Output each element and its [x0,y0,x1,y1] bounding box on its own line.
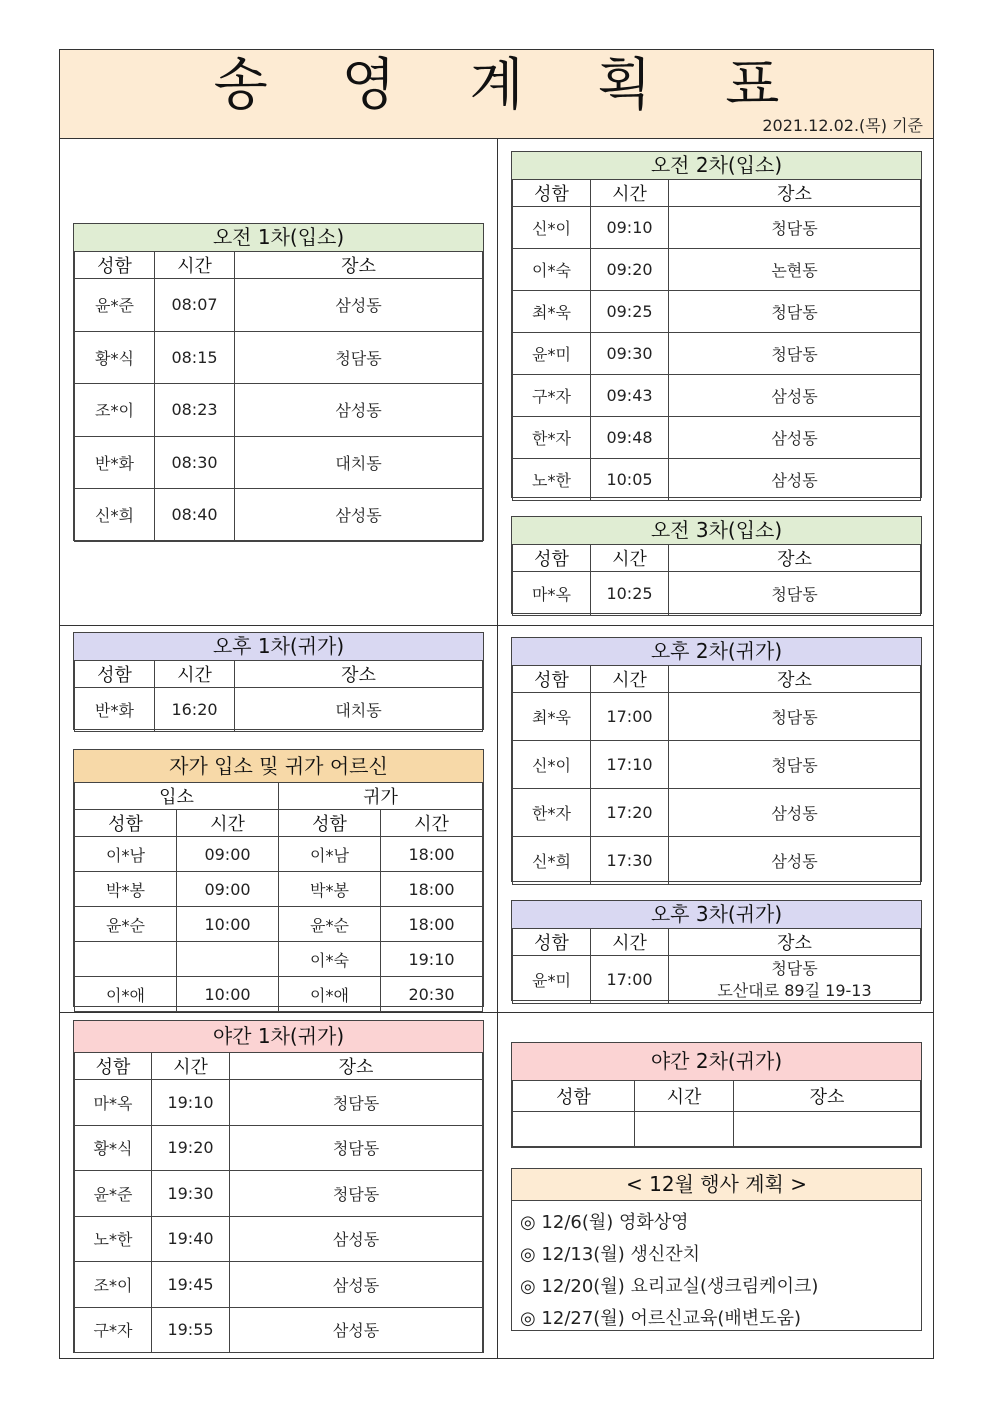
pm1-box [73,632,484,730]
table-row [75,1080,483,1126]
name-cell: 노*한 [75,1216,152,1262]
name-cell: 구*자 [513,375,591,417]
out-name-cell: 박*봉 [279,872,381,907]
name-cell: 신*이 [513,207,591,249]
time-cell: 09:10 [591,207,669,249]
name-cell: 신*희 [513,837,591,885]
in-time-cell: 10:00 [177,907,279,942]
time-cell: 09:30 [591,333,669,375]
place-cell: 청담동 [669,572,921,616]
out-name-cell: 이*숙 [279,942,381,977]
place-cell: 대치동 [235,436,483,489]
place-cell: 삼성동 [235,489,483,542]
header-name: 성함 [513,1081,635,1112]
place-cell: 대치동 [235,688,483,732]
place-cell: 삼성동 [669,789,921,837]
out-time-cell: 20:30 [381,977,483,1012]
table-row [513,956,921,1004]
night2-title: 야간 2차(귀가) [512,1043,921,1081]
place-cell: 삼성동 [669,837,921,885]
time-cell: 19:45 [152,1262,230,1308]
in-time-cell [177,942,279,977]
place-cell: 청담동 [669,693,921,741]
am3-box [511,516,922,614]
place-cell: 청담동 [230,1125,483,1171]
name-cell: 노*한 [513,459,591,501]
header-place: 장소 [669,180,921,207]
event-item: ◎ 12/6(월) 영화상영 [520,1212,689,1233]
place-cell: 삼성동 [235,384,483,437]
name-cell: 한*자 [513,789,591,837]
name-cell: 신*이 [513,741,591,789]
center-divider [497,138,498,1358]
header-out: 귀가 [279,783,483,810]
row-divider-2 [60,1012,933,1013]
header-time: 시간 [635,1081,734,1112]
name-cell: 최*욱 [513,693,591,741]
events-list [520,1207,818,1335]
place-cell: 청담동 [669,741,921,789]
table-row [75,1171,483,1217]
time-cell: 10:25 [591,572,669,616]
empty-cell [734,1112,921,1147]
header-time: 시간 [155,252,235,279]
am3-title: 오전 3차(입소) [512,517,921,545]
table-row [75,1216,483,1262]
place-cell: 논현동 [669,249,921,291]
header-name: 성함 [75,252,155,279]
address-line: 도산대로 89길 19-13 [717,980,872,1000]
place-cell: 삼성동 [230,1216,483,1262]
place-cell: 삼성동 [235,279,483,332]
name-cell: 신*희 [75,489,155,542]
night2-box [511,1042,922,1148]
place-line: 청담동 [771,958,818,978]
place-cell: 삼성동 [230,1262,483,1308]
name-cell: 이*숙 [513,249,591,291]
header-name: 성함 [513,545,591,572]
header-time: 시간 [591,929,669,956]
time-cell: 09:48 [591,417,669,459]
place-cell: 청담동 [669,207,921,249]
pm3-box [511,900,922,1001]
place-cell: 삼성동 [230,1307,483,1353]
night1-box [73,1020,484,1353]
header-time: 시간 [591,666,669,693]
am2-title: 오전 2차(입소) [512,152,921,180]
header-place: 장소 [669,929,921,956]
table-row [75,837,483,872]
empty-cell [635,1112,734,1147]
events-box [511,1168,922,1331]
schedule-page [59,49,934,1359]
time-cell: 17:30 [591,837,669,885]
place-cell: 청담동 [230,1080,483,1126]
am3-table [512,544,921,616]
out-time-cell: 18:00 [381,907,483,942]
time-cell: 09:25 [591,291,669,333]
events-title: < 12월 행사 계획 > [512,1169,921,1201]
table-row [513,249,921,291]
in-time-cell: 10:00 [177,977,279,1012]
header-name: 성함 [513,666,591,693]
name-cell: 구*자 [75,1307,152,1353]
name-cell: 윤*준 [75,1171,152,1217]
time-cell: 19:20 [152,1125,230,1171]
table-row [75,1125,483,1171]
name-cell: 한*자 [513,417,591,459]
header-place: 장소 [235,661,483,688]
place-cell: 청담동 [669,333,921,375]
header-name: 성함 [75,661,155,688]
header-name: 성함 [513,929,591,956]
row-divider-1 [60,625,933,626]
name-cell: 윤*미 [513,956,591,1004]
table-row [75,1262,483,1308]
time-cell: 09:43 [591,375,669,417]
table-row [75,907,483,942]
name-cell: 최*욱 [513,291,591,333]
place-cell: 청담동 [235,331,483,384]
event-item: ◎ 12/13(월) 생신잔치 [520,1244,701,1265]
out-time-cell: 18:00 [381,837,483,872]
table-row [75,384,483,437]
am1-title: 오전 1차(입소) [74,224,483,252]
date-label: 2021.12.02.(목) 기준 [762,116,923,135]
in-time-cell: 09:00 [177,837,279,872]
out-name-cell: 이*애 [279,977,381,1012]
am2-box [511,151,922,498]
night2-table [512,1080,921,1147]
table-row [75,331,483,384]
place-cell: 청담동 [669,291,921,333]
time-cell: 17:20 [591,789,669,837]
time-cell: 10:05 [591,459,669,501]
name-cell: 마*옥 [75,1080,152,1126]
time-cell: 19:40 [152,1216,230,1262]
self-box [73,749,484,1007]
header-place: 장소 [734,1081,921,1112]
in-name-cell: 이*애 [75,977,177,1012]
table-row [75,489,483,542]
table-row [513,741,921,789]
place-cell: 삼성동 [669,375,921,417]
name-cell: 조*이 [75,384,155,437]
self-title: 자가 입소 및 귀가 어르신 [74,750,483,783]
header-time: 시간 [152,1053,230,1080]
in-time-cell: 09:00 [177,872,279,907]
table-row [75,279,483,332]
in-name-cell: 박*봉 [75,872,177,907]
empty-cell [513,1112,635,1147]
name-cell: 반*화 [75,436,155,489]
place-cell: 삼성동 [669,417,921,459]
header-place: 장소 [669,666,921,693]
pm2-title: 오후 2차(귀가) [512,638,921,666]
event-item: ◎ 12/27(월) 어르신교육(배변도움) [520,1308,801,1329]
time-cell: 08:07 [155,279,235,332]
time-cell: 08:23 [155,384,235,437]
header-name: 성함 [513,180,591,207]
table-row [513,572,921,616]
place-cell: 청담동 [230,1171,483,1217]
night1-table [74,1052,483,1353]
table-row [513,459,921,501]
time-cell: 17:10 [591,741,669,789]
time-cell: 09:20 [591,249,669,291]
header-time: 시간 [591,180,669,207]
time-cell: 17:00 [591,956,669,1004]
time-cell: 19:10 [152,1080,230,1126]
name-cell: 황*식 [75,1125,152,1171]
header-place: 장소 [669,545,921,572]
pm2-table [512,665,921,885]
table-row [513,207,921,249]
out-name-cell: 윤*순 [279,907,381,942]
header-time: 시간 [155,661,235,688]
pm1-title: 오후 1차(귀가) [74,633,483,661]
out-name-cell: 이*남 [279,837,381,872]
place-cell: 삼성동 [669,459,921,501]
pm3-title: 오후 3차(귀가) [512,901,921,929]
place-cell [669,956,921,1004]
table-row [513,1112,921,1147]
table-row [513,693,921,741]
header-in: 입소 [75,783,279,810]
table-row [513,291,921,333]
pm2-box [511,637,922,882]
header-name: 성함 [75,810,177,837]
self-table [74,782,483,1012]
header-name: 성함 [75,1053,152,1080]
table-row [75,977,483,1012]
header-time: 시간 [381,810,483,837]
pm1-table [74,660,483,732]
in-name-cell [75,942,177,977]
header-time: 시간 [177,810,279,837]
time-cell: 19:55 [152,1307,230,1353]
name-cell: 마*옥 [513,572,591,616]
am1-box [73,223,484,541]
header-place: 장소 [230,1053,483,1080]
table-row [75,872,483,907]
header-place: 장소 [235,252,483,279]
table-row [75,1307,483,1353]
pm3-table [512,928,921,1004]
table-row [513,417,921,459]
name-cell: 황*식 [75,331,155,384]
time-cell: 17:00 [591,693,669,741]
name-cell: 윤*준 [75,279,155,332]
name-cell: 윤*미 [513,333,591,375]
table-row [513,375,921,417]
am1-table [74,251,483,542]
table-row [513,789,921,837]
time-cell: 19:30 [152,1171,230,1217]
header-time: 시간 [591,545,669,572]
name-cell: 반*화 [75,688,155,732]
table-row [513,333,921,375]
table-row [75,688,483,732]
page-title: 송 영 계 획 표 [213,53,808,118]
time-cell: 08:40 [155,489,235,542]
time-cell: 16:20 [155,688,235,732]
am2-table [512,179,921,501]
in-name-cell: 윤*순 [75,907,177,942]
time-cell: 08:30 [155,436,235,489]
name-cell: 조*이 [75,1262,152,1308]
out-time-cell: 19:10 [381,942,483,977]
night1-title: 야간 1차(귀가) [74,1021,483,1053]
in-name-cell: 이*남 [75,837,177,872]
table-row [513,837,921,885]
event-item: ◎ 12/20(월) 요리교실(생크림케이크) [520,1276,819,1297]
table-row [75,436,483,489]
header-name: 성함 [279,810,381,837]
table-row [75,942,483,977]
out-time-cell: 18:00 [381,872,483,907]
time-cell: 08:15 [155,331,235,384]
header [60,50,933,139]
